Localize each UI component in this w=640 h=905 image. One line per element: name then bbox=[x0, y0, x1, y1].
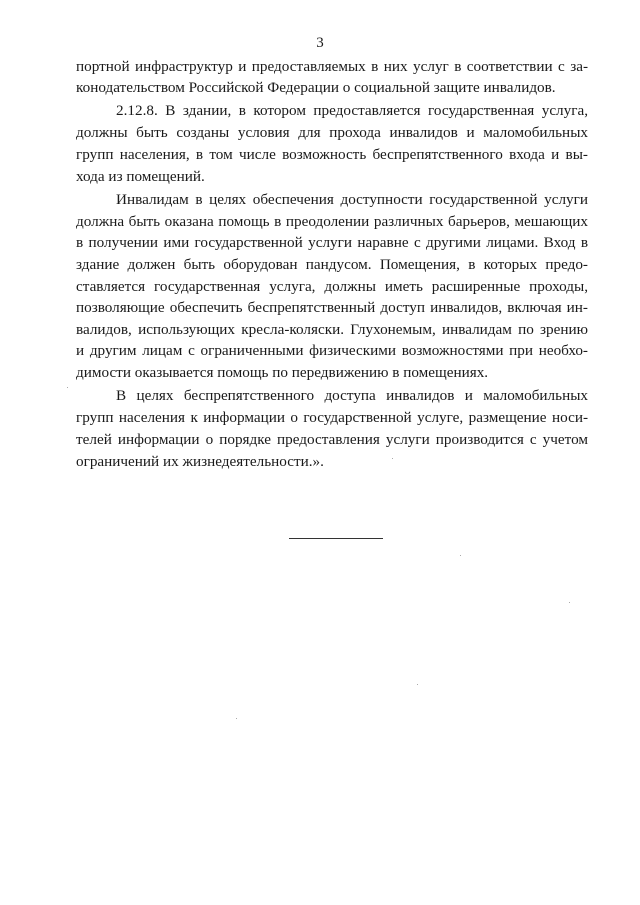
text-line: ставляется государственная услуга, должны иметь расширенные проходы, bbox=[76, 278, 588, 295]
text-line: и другим лицам с ограниченными физическими возможностями при необхо- bbox=[76, 342, 588, 359]
text-line: ограничений их жизнедеятельности.». bbox=[76, 453, 324, 470]
page-number: 3 bbox=[316, 35, 324, 51]
text-line: хода из помещений. bbox=[76, 168, 205, 185]
text-line: Инвалидам в целях обеспечения доступности государственной услуги bbox=[116, 191, 588, 208]
scan-speck bbox=[236, 718, 237, 719]
text-line: портной инфраструктур и предоставляемых в них услуг в соответствии с за- bbox=[76, 58, 588, 75]
text-line: телей информации о порядке предоставления услуги производится с учетом bbox=[76, 431, 588, 448]
scan-speck bbox=[460, 555, 461, 556]
text-line: здание должен быть оборудован пандусом. Помещения, в которых предо- bbox=[76, 256, 588, 273]
text-line: димости оказывается помощь по передвижению в помещениях. bbox=[76, 364, 489, 381]
scan-speck bbox=[417, 684, 418, 685]
text-line: групп населения к информации о государственной услуге, размещение носи- bbox=[76, 409, 588, 426]
text-line: групп населения, в том числе возможность беспрепятственного входа и вы- bbox=[76, 146, 588, 163]
scan-speck bbox=[569, 602, 570, 603]
scan-speck bbox=[392, 458, 393, 459]
text-line: в получении ими государственной услуги наравне с другими лицами. Вход в bbox=[76, 234, 588, 251]
scan-speck bbox=[67, 387, 68, 388]
text-line: должна быть оказана помощь в преодолении различных барьеров, мешающих bbox=[76, 213, 588, 230]
text-line: должны быть созданы условия для прохода инвалидов и маломобильных bbox=[76, 124, 588, 141]
end-separator-line bbox=[289, 538, 383, 539]
text-line: валидов, использующих кресла-коляски. Глухонемым, инвалидам по зрению bbox=[76, 321, 588, 338]
text-line: 2.12.8. В здании, в котором предоставляется государственная услуга, bbox=[116, 102, 588, 119]
text-line: В целях беспрепятственного доступа инвалидов и маломобильных bbox=[116, 387, 588, 404]
text-line: конодательством Российской Федерации о социальной защите инвалидов. bbox=[76, 79, 556, 96]
text-line: позволяющие обеспечить беспрепятственный доступ инвалидов, включая ин- bbox=[76, 299, 588, 316]
